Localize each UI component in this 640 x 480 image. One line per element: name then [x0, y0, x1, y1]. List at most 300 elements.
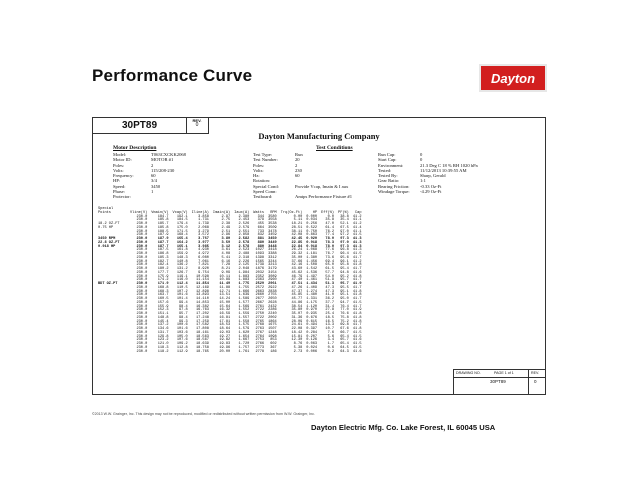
- table-cell: 159.9: [176, 252, 188, 256]
- test-conditions-heading: Test Conditions: [316, 145, 353, 151]
- table-cell: 67.6: [340, 327, 349, 331]
- table-cell: 1.557: [238, 315, 250, 320]
- table-cell: 134.6: [157, 327, 169, 331]
- table-cell: 2.75: [221, 218, 231, 223]
- table-cell: 10.11: [219, 274, 231, 279]
- column-header: Special Points: [98, 207, 114, 215]
- table-cell: 230.0: [136, 323, 148, 328]
- dayton-logo: [479, 64, 547, 92]
- table-cell: 0.676: [306, 315, 318, 320]
- table-cell: 185.8: [157, 225, 169, 230]
- table-cell: 2286: [268, 308, 277, 313]
- kv-key: Frequency:: [113, 173, 134, 179]
- table-cell: 2002: [268, 315, 277, 320]
- table-cell: 2352: [255, 274, 265, 279]
- company-name: Dayton Manufacturing Company: [258, 131, 380, 141]
- kv-value: Run: [295, 152, 303, 157]
- table-cell: 1.274: [306, 289, 318, 294]
- table-cell: 77.0: [340, 308, 349, 313]
- table-cell: 94.7: [340, 300, 349, 305]
- table-cell: 2.51: [221, 229, 231, 234]
- rev-value: 0: [195, 122, 199, 128]
- table-cell: 118.3: [157, 345, 169, 350]
- kv-key: Poles:: [113, 162, 125, 168]
- table-cell: 230.0: [136, 319, 148, 324]
- table-cell: 1739: [255, 263, 265, 268]
- table-cell: 1.331: [306, 297, 318, 301]
- table-cell: 47.40: [291, 278, 303, 283]
- table-cell: 1.757: [238, 345, 250, 350]
- table-cell: 2778: [255, 349, 265, 354]
- table-cell: 1093: [255, 252, 265, 256]
- table-cell: 24.61: [291, 323, 303, 328]
- drawing-info-box: [453, 369, 545, 394]
- table-cell: 230.0: [136, 304, 148, 309]
- kv-key: Volts:: [113, 167, 124, 173]
- table-cell: 230.0: [136, 252, 148, 256]
- table-cell: 1.589: [238, 297, 250, 301]
- table-cell: 2.318: [238, 255, 250, 260]
- table-cell: 51.3: [325, 282, 335, 286]
- table-cell: 77.6: [325, 248, 335, 253]
- table-cell: 123.2: [157, 338, 169, 343]
- table-cell: 97.0: [340, 240, 349, 245]
- table-cell: 41.1: [352, 229, 362, 234]
- table-cell: 11.154: [195, 278, 209, 283]
- column-header: Eff(%): [321, 210, 335, 215]
- table-cell: 41.5: [352, 300, 362, 305]
- table-cell: 95.7: [179, 312, 188, 316]
- table-cell: 1.620: [238, 330, 250, 335]
- table-cell: 95.1: [340, 293, 349, 298]
- table-cell: 1.120: [306, 304, 318, 309]
- table-cell: 230.0: [136, 349, 148, 354]
- kv-value: Sharp, Gerald: [420, 173, 446, 179]
- table-cell: 0.750: [306, 229, 318, 234]
- table-cell: 31.36: [291, 315, 303, 320]
- table-cell: 230.0: [136, 293, 148, 298]
- table-cell: 35.80: [291, 308, 303, 313]
- table-cell: 16.382: [195, 304, 209, 309]
- table-cell: 12.898: [195, 289, 209, 294]
- table-cell: 1.068: [306, 248, 318, 253]
- kv-value: T063CXCKK2068: [151, 152, 186, 157]
- table-cell: 18.53: [219, 323, 231, 328]
- table-cell: 3538: [268, 222, 277, 226]
- kv-value: 1:1: [420, 178, 426, 184]
- kv-value: 2: [295, 162, 298, 168]
- table-cell: 664: [257, 225, 265, 230]
- table-cell: 2773: [255, 345, 265, 350]
- table-cell: 7.28: [221, 263, 231, 268]
- table-cell: 41.9: [352, 282, 362, 286]
- table-cell: 8.76: [293, 342, 303, 346]
- table-cell: 18.765: [195, 349, 209, 354]
- table-cell: 165.4: [176, 237, 188, 241]
- table-cell: 230.0: [136, 282, 148, 286]
- table-cell: 96.8: [340, 248, 349, 253]
- kv-key: Tested:: [378, 167, 392, 173]
- table-cell: 2.551: [238, 229, 250, 234]
- table-cell: 35.07: [291, 312, 303, 316]
- table-cell: 187.7: [157, 240, 169, 245]
- table-cell: 230.0: [136, 297, 148, 301]
- table-cell: 41.7: [352, 267, 362, 271]
- table-cell: 187.5: [157, 248, 169, 253]
- table-cell: 95.4: [340, 267, 349, 271]
- table-cell: 42.16: [291, 263, 303, 268]
- table-cell: 0.00: [293, 214, 303, 219]
- table-cell: 41.3: [352, 237, 362, 241]
- table-cell: 131.2: [176, 267, 188, 271]
- table-cell: 119.1: [176, 274, 188, 279]
- column-header: Vcap(V): [172, 210, 188, 215]
- table-cell: 2.488: [238, 252, 250, 256]
- table-cell: 881: [257, 237, 265, 241]
- table-cell: 41.8: [352, 289, 362, 294]
- table-cell: 10.89: [219, 278, 231, 283]
- table-cell: 177.7: [157, 270, 169, 275]
- table-cell: 2432: [268, 304, 277, 309]
- table-cell: 22.85: [291, 240, 303, 245]
- table-cell: 1.181: [306, 252, 318, 256]
- table-cell: 0.207: [306, 334, 318, 339]
- kv-value: 1: [151, 189, 154, 195]
- table-cell: 41.7: [352, 304, 362, 309]
- table-cell: 41.1: [352, 218, 362, 223]
- table-cell: 38.8: [340, 214, 349, 219]
- table-cell: 2922: [268, 285, 277, 290]
- table-cell: 3509: [268, 225, 277, 230]
- table-cell: 28.51: [291, 225, 303, 230]
- table-cell: 0.2: [327, 349, 335, 354]
- kv-row: [113, 194, 186, 199]
- table-cell: 2755: [268, 293, 277, 298]
- table-cell: 2.068: [198, 225, 209, 230]
- table-cell: 96.1: [340, 259, 349, 264]
- table-cell: 230.0: [136, 237, 148, 241]
- table-cell: 41.8: [352, 327, 362, 331]
- table-cell: 41.7: [352, 255, 362, 260]
- table-cell: 18.161: [195, 330, 209, 335]
- table-cell: 161.8: [176, 248, 188, 253]
- performance-table: [96, 208, 363, 354]
- table-cell: 733: [257, 229, 265, 234]
- table-cell: 76.2: [325, 229, 335, 234]
- table-cell: 3.61: [221, 248, 231, 253]
- table-cell: 175.0: [176, 225, 188, 230]
- table-cell: 1864: [268, 319, 277, 324]
- column-header: Cap: [355, 210, 362, 215]
- table-cell: 99.3: [179, 319, 188, 324]
- table-cell: 41.5: [352, 345, 362, 350]
- table-cell: 94.8: [340, 270, 349, 275]
- table-cell: 41.4: [352, 225, 362, 230]
- table-cell: 97.2: [340, 233, 349, 238]
- table-cell: 38.11: [291, 229, 303, 234]
- column-header: Vmain(V): [151, 210, 169, 215]
- table-cell: 65.4: [340, 334, 349, 339]
- table-cell: 379: [257, 218, 265, 223]
- kv-key: Gear Ratio:: [378, 178, 400, 184]
- table-cell: 0.284: [306, 330, 318, 335]
- table-cell: 8.920: [198, 267, 209, 271]
- table-cell: 1.654: [238, 334, 250, 339]
- table-cell: 41.8: [352, 263, 362, 268]
- kv-value: 60: [151, 173, 156, 179]
- table-cell: 19.83: [219, 342, 231, 346]
- test-conditions-extra: [378, 152, 478, 194]
- table-cell: 76.7: [325, 252, 335, 256]
- table-cell: 107.6: [176, 338, 188, 343]
- table-cell: 2.73: [293, 349, 303, 354]
- table-cell: 1.984: [238, 270, 250, 275]
- table-cell: 14.110: [195, 297, 209, 301]
- kv-key: Test Type:: [253, 152, 273, 157]
- table-cell: 0.6: [327, 345, 335, 350]
- table-cell: 129.8: [157, 334, 169, 339]
- table-cell: 1.559: [238, 312, 250, 316]
- table-cell: 1675: [268, 323, 277, 328]
- kv-value: 11/12/2013 10:39:55 AM: [420, 167, 467, 173]
- table-cell: 1.508: [306, 263, 318, 268]
- table-cell: 95.8: [340, 263, 349, 268]
- table-cell: 19.27: [219, 334, 231, 339]
- table-cell: 0.970: [306, 308, 318, 313]
- table-cell: 75.8: [340, 315, 349, 320]
- table-cell: 0.920: [306, 237, 318, 241]
- table-cell: 3418: [268, 248, 277, 253]
- table-cell: 2572: [255, 285, 265, 290]
- table-cell: 1.456: [306, 259, 318, 264]
- kv-value: MOTOR #1: [151, 157, 174, 163]
- table-cell: 112.4: [176, 282, 188, 286]
- kv-row: [253, 194, 352, 199]
- table-cell: 230.0: [136, 289, 148, 294]
- logo-text: Dayton: [490, 70, 536, 86]
- table-cell: 1098: [268, 334, 277, 339]
- table-cell: 41.8: [352, 293, 362, 298]
- drawing-no-label: DRAWING NO.: [456, 371, 481, 375]
- table-cell: 140.8: [176, 259, 188, 264]
- table-cell: 99.4: [179, 300, 188, 305]
- table-cell: 103.6: [176, 330, 188, 335]
- table-cell: 14.24: [219, 297, 231, 301]
- table-cell: 8.21: [221, 267, 231, 271]
- table-cell: 41.6: [352, 349, 362, 354]
- table-cell: 137.2: [157, 323, 169, 328]
- kv-value: 0: [420, 152, 423, 157]
- table-cell: 3580: [268, 214, 277, 219]
- table-cell: 38.54: [291, 304, 303, 309]
- table-cell: 3459: [268, 233, 277, 238]
- table-cell: 1.461: [306, 278, 318, 283]
- table-cell: 2.526: [238, 222, 250, 226]
- table-cell: 16.59: [219, 312, 231, 316]
- table-cell: 41.5: [352, 330, 362, 335]
- table-cell: 65.7: [340, 338, 349, 343]
- kv-value: Provide Vcap, Imain & I aux: [295, 183, 349, 189]
- table-cell: 47.51: [291, 282, 303, 286]
- table-cell: 1.666: [238, 289, 250, 294]
- table-cell: 1.577: [238, 300, 250, 305]
- column-header: Iaux(A): [234, 210, 250, 215]
- table-cell: 157.6: [157, 300, 169, 305]
- table-cell: 13.893: [195, 293, 209, 298]
- table-cell: 11.88: [219, 285, 231, 290]
- table-cell: 5.6: [327, 334, 335, 339]
- table-cell: 230.0: [136, 233, 148, 238]
- table-cell: 47.3: [325, 289, 335, 294]
- table-cell: 1.409: [306, 285, 318, 290]
- table-cell: 182.4: [157, 263, 169, 268]
- table-cell: 19.03: [219, 330, 231, 335]
- table-cell: 2766: [255, 342, 265, 346]
- table-cell: 230.0: [136, 218, 148, 223]
- table-cell: 7.6: [327, 330, 335, 335]
- table-cell: 1.575: [238, 323, 250, 328]
- table-cell: 41.5: [352, 252, 362, 256]
- table-cell: 98.4: [179, 315, 188, 320]
- table-cell: 46.79: [291, 274, 303, 279]
- table-cell: 64.3: [340, 349, 349, 354]
- table-cell: 184.5: [176, 218, 188, 223]
- column-header: Imain(A): [212, 210, 231, 215]
- table-cell: 105.0: [176, 334, 188, 339]
- table-cell: 19.96: [219, 345, 231, 350]
- table-cell: 171.9: [157, 282, 169, 286]
- kv-key: Start Cap:: [378, 157, 397, 163]
- table-cell: 3.59: [221, 240, 231, 245]
- table-cell: 0.935: [306, 312, 318, 316]
- table-cell: 18.42: [291, 330, 303, 335]
- table-cell: 2.380: [238, 214, 250, 219]
- table-cell: 3312: [268, 255, 277, 260]
- kv-key: Special Cond:: [253, 183, 279, 189]
- kv-key: Tested By:: [378, 173, 398, 179]
- table-cell: 15.00: [219, 300, 231, 305]
- table-cell: 16.81: [219, 315, 231, 320]
- performance-sheet: [92, 117, 546, 395]
- table-cell: 3.80: [221, 237, 231, 241]
- table-cell: 185.8: [157, 218, 169, 223]
- kv-key: Rotation:: [253, 178, 271, 184]
- table-cell: 101.6: [176, 293, 188, 298]
- table-cell: 2767: [255, 330, 265, 335]
- table-cell: 95.7: [340, 282, 349, 286]
- table-cell: 0.006: [306, 349, 318, 354]
- table-cell: 1.175: [306, 300, 318, 305]
- table-cell: 41.3: [352, 248, 362, 253]
- table-cell: 2677: [255, 297, 265, 301]
- table-cell: 3478: [268, 229, 277, 234]
- table-cell: 66.7: [340, 330, 349, 335]
- table-cell: 95.7: [340, 278, 349, 283]
- table-cell: 3.977: [198, 240, 209, 245]
- table-cell: 1.731: [198, 218, 209, 223]
- table-cell: 1.536: [306, 270, 318, 275]
- table-cell: 10.598: [195, 274, 209, 279]
- table-cell: 148.8: [157, 315, 169, 320]
- table-cell: 3388: [268, 252, 277, 256]
- kv-key: Speed Conn:: [253, 189, 277, 195]
- table-cell: 118.2: [157, 349, 169, 354]
- table-cell: 0.063: [306, 342, 318, 346]
- kv-key: Windage Torque:: [378, 189, 410, 195]
- table-cell: 3.279: [198, 229, 209, 234]
- table-cell: 230.0: [136, 222, 148, 226]
- table-cell: 65.4: [340, 342, 349, 346]
- table-cell: 97.3: [340, 237, 349, 241]
- table-cell: 0.000: [306, 214, 318, 219]
- table-cell: 230.0: [136, 244, 148, 249]
- table-cell: 168.8: [157, 285, 169, 290]
- table-cell: 9.09: [221, 270, 231, 275]
- table-cell: 7.061: [198, 259, 209, 264]
- kv-row: [378, 189, 478, 194]
- table-cell: 1.739: [198, 222, 209, 226]
- table-cell: 18.5: [325, 315, 335, 320]
- table-cell: 3089: [268, 274, 277, 279]
- table-cell: 163.7: [157, 293, 169, 298]
- table-cell: 2240: [268, 312, 277, 316]
- table-cell: 1.552: [238, 308, 250, 313]
- table-cell: 41.7: [352, 278, 362, 283]
- kv-value: -0.33 Oz-Ft: [420, 183, 442, 189]
- table-cell: 97.3: [340, 244, 349, 249]
- table-cell: 367: [270, 345, 277, 350]
- table-cell: 10.7: [325, 327, 335, 331]
- special-point-cell: 3450 RPM: [98, 237, 116, 241]
- special-point-cell: 18.2 OZ-FT: [98, 222, 120, 226]
- table-cell: 17.81: [219, 319, 231, 324]
- table-cell: 184.7: [157, 214, 169, 219]
- table-cell: 37.7: [325, 300, 335, 305]
- table-cell: 15.81: [291, 334, 303, 339]
- table-cell: 12.71: [219, 289, 231, 294]
- table-cell: 230.0: [136, 270, 148, 275]
- table-cell: 3558: [268, 218, 277, 223]
- table-cell: 41.8: [352, 319, 362, 324]
- table-cell: 25.4: [325, 312, 335, 316]
- table-cell: 148.3: [176, 255, 188, 260]
- table-cell: 41.5: [352, 334, 362, 339]
- table-cell: 9.754: [198, 270, 209, 275]
- table-cell: 1.667: [238, 338, 250, 343]
- table-cell: 0.918: [306, 244, 318, 249]
- table-cell: 78.3: [325, 240, 335, 245]
- table-cell: 1507: [268, 327, 277, 331]
- special-point-cell: [96, 351, 128, 355]
- table-cell: 230.0: [136, 267, 148, 271]
- table-cell: 41.8: [352, 274, 362, 279]
- table-cell: 6.16: [221, 259, 231, 264]
- table-cell: 230.0: [136, 285, 148, 290]
- table-cell: 0.615: [306, 319, 318, 324]
- table-cell: 192.1: [176, 214, 188, 219]
- kv-value: Amtps Performance Fixture #1: [295, 194, 353, 200]
- table-cell: 47.37: [291, 289, 303, 294]
- table-cell: 47.26: [291, 285, 303, 290]
- table-cell: 95.2: [340, 274, 349, 279]
- page-title: Performance Curve: [92, 66, 253, 85]
- table-cell: 19.82: [219, 338, 231, 343]
- table-cell: 186: [270, 349, 277, 354]
- table-cell: 31.4: [325, 304, 335, 309]
- kv-key: Poles:: [253, 162, 265, 168]
- table-cell: 1398: [255, 255, 265, 260]
- table-cell: 2650: [268, 297, 277, 301]
